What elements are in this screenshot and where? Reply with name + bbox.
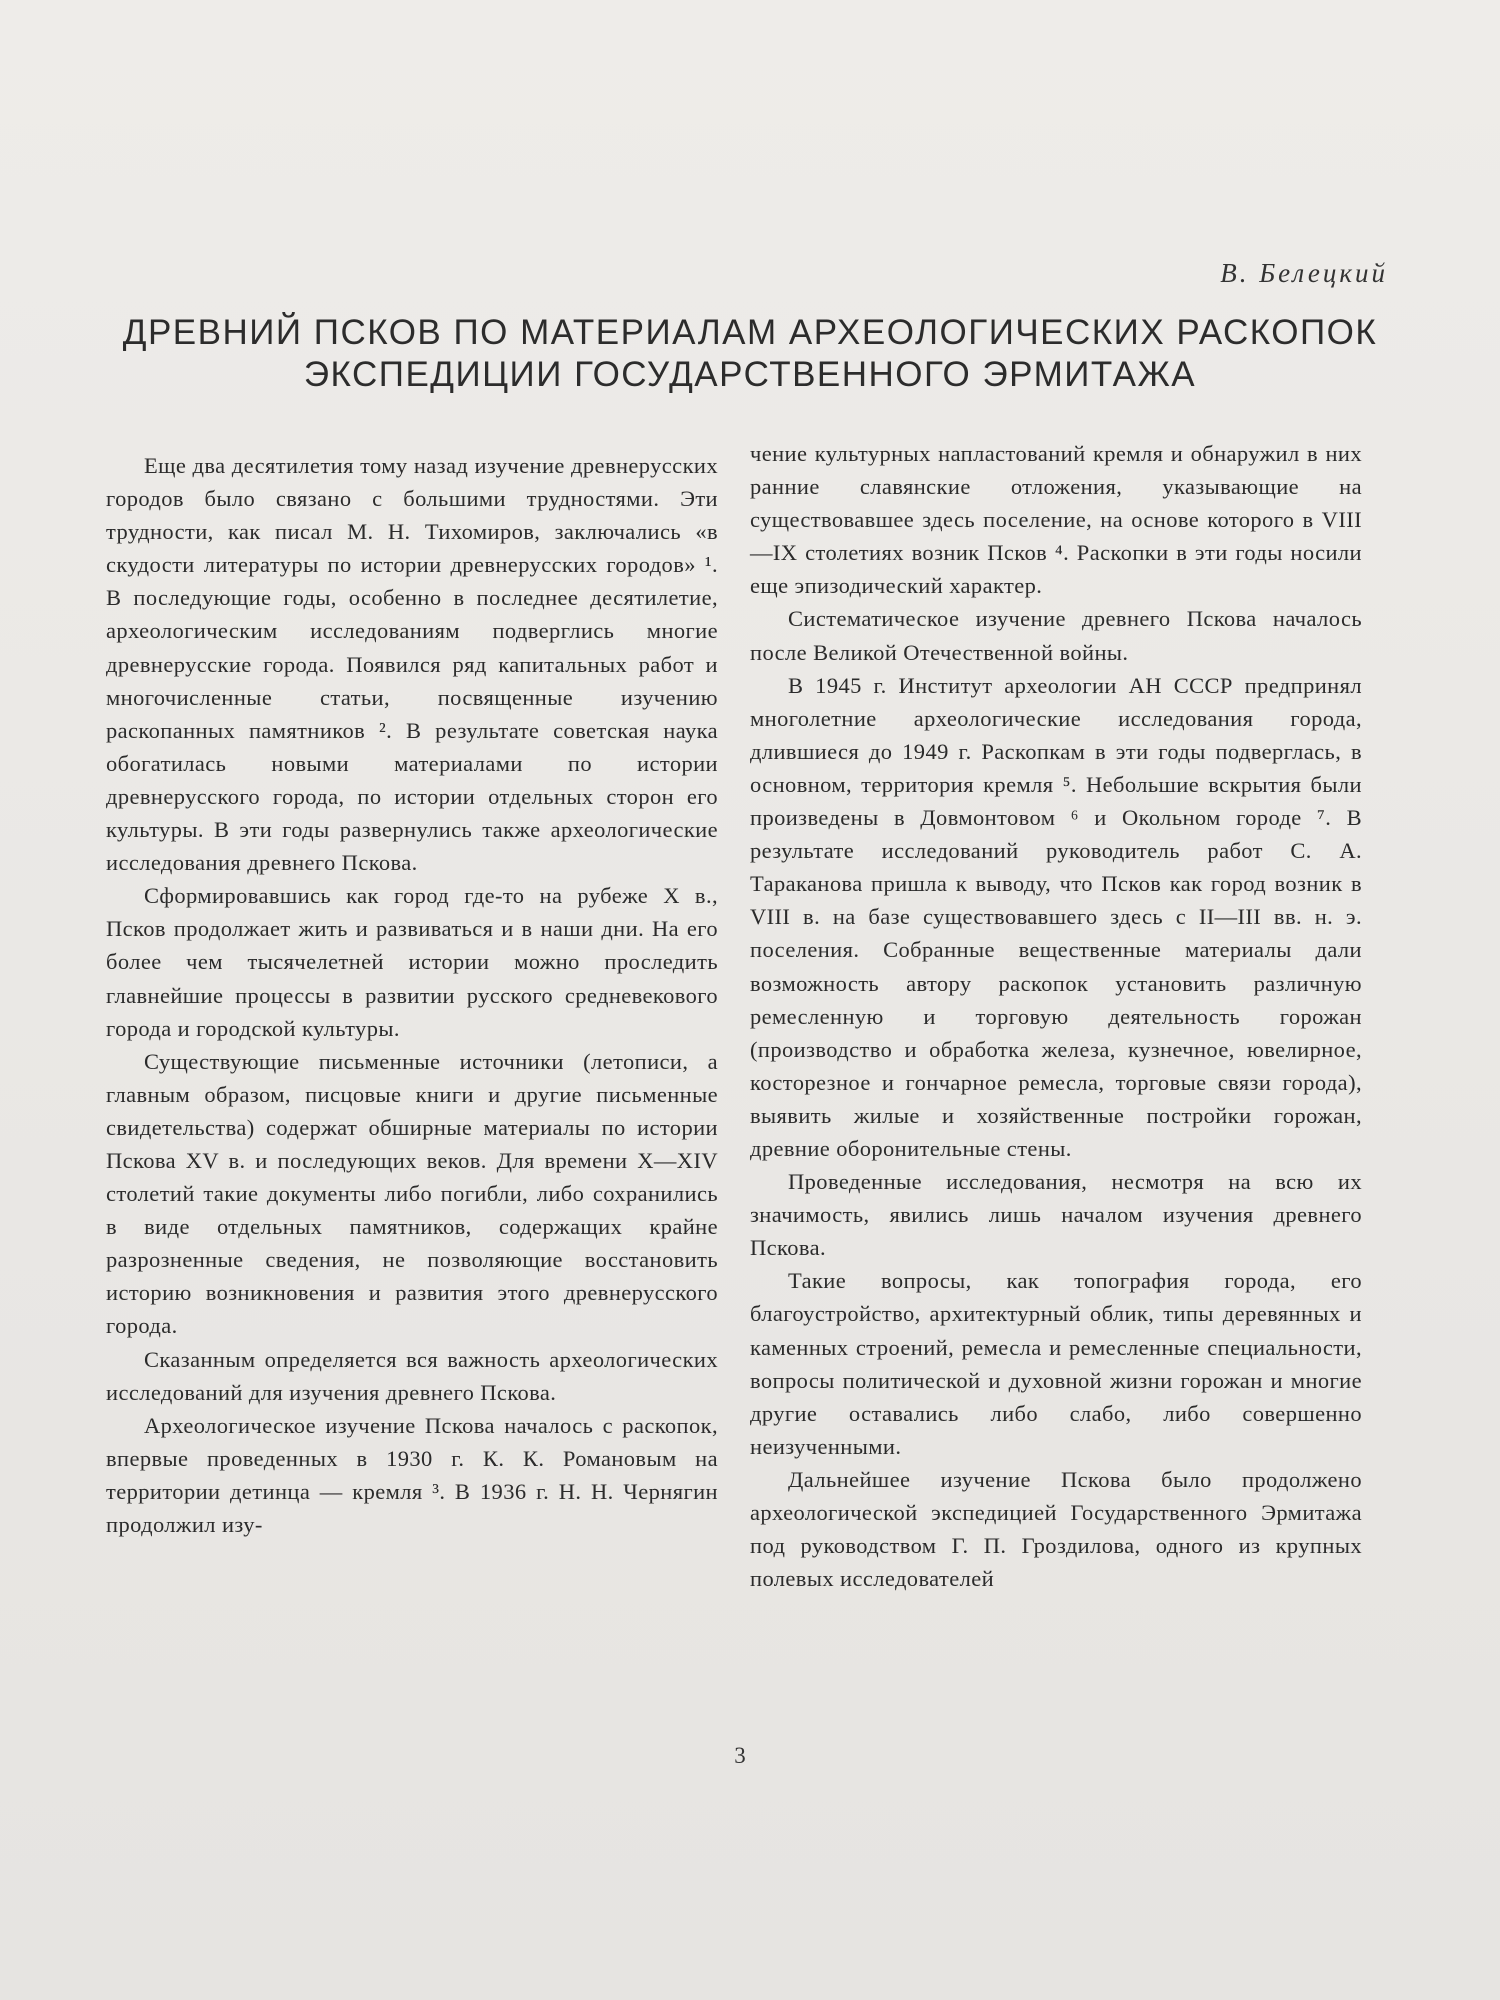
paragraph: Сформировавшись как город где-то на рубеже X в., Псков продолжает жить и развиваться и в наши дни. На его более чем тысячелетней истории можно проследить главнейшие процессы в развитии русского средневекового города и городской культуры. (106, 883, 718, 1041)
paragraph: Еще два десятилетия тому назад изучение древнерусских городов было связано с большими трудностями. Эти трудности, как писал М. Н. Тихомиров, заключались «в скудости литературы по истории древнерусских городов» ¹. В последующие годы, особенно в последнее десятилетие, археологическим исследованиям подверглись многие древнерусские города. Появился ряд капитальных работ и многочисленные статьи, посвященные изучению раскопанных памятников ². В результате советская наука обогатилась новыми материалами по истории древнерусского города, по истории отдельных сторон его культуры. В эти годы развернулись также археологические исследования древнего Пскова. (106, 453, 718, 876)
left-column (106, 449, 718, 1541)
paragraph: Археологическое изучение Пскова началось с раскопок, впервые проведенных в 1930 г. К. К. Романовым на территории детинца — кремля ³. В 1936 г. Н. Н. Чернягин продолжил изу- (106, 1412, 718, 1537)
paragraph: Существующие письменные источники (летописи, а главным образом, писцовые книги и другие письменные свидетельства) содержат обширные материалы по истории Пскова XV в. и последующих веков. Для времени X—XIV столетий такие документы либо погибли, либо сохранились в виде отдельных памятников, содержащих крайне разрозненные сведения, не позволяющие восстановить историю возникновения и развития этого древнерусского города. (106, 1048, 718, 1339)
title-line-1: ДРЕВНИЙ ПСКОВ ПО МАТЕРИАЛАМ АРХЕОЛОГИЧЕСКИХ РАСКОПОК (122, 313, 1378, 352)
title-line-2: ЭКСПЕДИЦИИ ГОСУДАРСТВЕННОГО ЭРМИТАЖА (303, 355, 1197, 394)
paragraph: Проведенные исследования, несмотря на всю их значимость, явились лишь началом изучения древнего Пскова. (750, 1169, 1362, 1261)
paragraph: В 1945 г. Институт археологии АН СССР предпринял многолетние археологические исследования города, длившиеся до 1949 г. Раскопкам в эти годы подверглась, в основном, территория кремля ⁵. Небольшие вскрытия были произведены в Довмонтовом ⁶ и Окольном городе ⁷. В результате исследований руководитель работ С. А. Тараканова пришла к выводу, что Псков как город возник в VIII в. на базе существовавшего здесь с II—III вв. н. э. поселения. Собранные вещественные материалы дали возможность автору раскопок установить различную ремесленную и торговую деятельность горожан (производство и обработка железа, кузнечное, ювелирное, косторезное и гончарное ремесла, торговые связи города), выявить жилые и хозяйственные постройки горожан, древние оборонительные стены. (750, 672, 1362, 1161)
article-title (60, 312, 1440, 396)
paragraph: Сказанным определяется вся важность археологических исследований для изучения древнего Пскова. (106, 1346, 718, 1405)
paragraph: Систематическое изучение древнего Пскова началось после Великой Отечественной войны. (750, 606, 1362, 665)
right-column (750, 437, 1362, 1595)
paragraph: Такие вопросы, как топография города, его благоустройство, архитектурный облик, типы деревянных и каменных строений, ремесла и ремесленные специальности, вопросы политической и духовной жизни горожан и многие другие оставались либо слабо, либо совершенно неизученными. (750, 1268, 1362, 1459)
paragraph: Дальнейшее изучение Пскова было продолжено археологической экспедицией Государственного Эрмитажа под руководством Г. П. Гроздилова, одного из крупных полевых исследователей (750, 1466, 1362, 1592)
paragraph-continued: чение культурных напластований кремля и обнаружил в них ранние славянские отложения, указывающие на существовавшее здесь поселение, на основе которого в VIII—IX столетиях возник Псков ⁴. Раскопки в эти годы носили еще эпизодический характер. (750, 441, 1362, 599)
page-number: 3 (734, 1743, 746, 1768)
author-name: В. Белецкий (1220, 258, 1388, 288)
